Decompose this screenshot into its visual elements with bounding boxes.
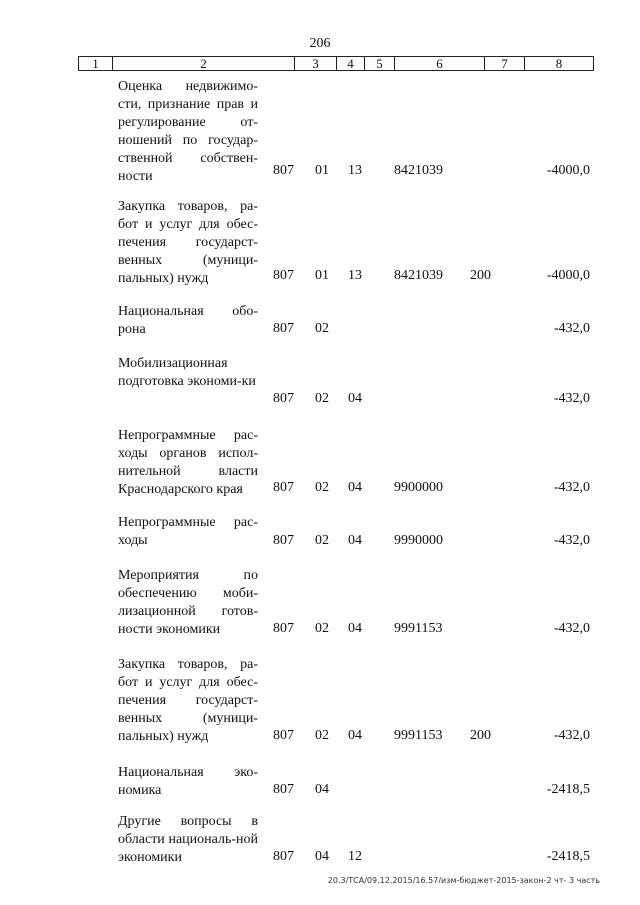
cell-col-4: 02 bbox=[315, 728, 329, 743]
cell-col-4: 02 bbox=[315, 480, 329, 495]
cell-col-8: -4000,0 bbox=[546, 163, 590, 178]
cell-col-6: 9991153 bbox=[394, 621, 443, 636]
row-description: Мероприятия по обеспечению моби-лизационной готов-ности экономики bbox=[118, 568, 258, 637]
cell-col-5: 04 bbox=[348, 533, 362, 548]
cell-col-8: -432,0 bbox=[553, 533, 590, 548]
header-col-3: 3 bbox=[295, 57, 337, 70]
cell-col-5: 04 bbox=[348, 480, 362, 495]
row-description: Закупка товаров, ра-бот и услуг для обес-печения государст-венных (муници-пальных) нужд bbox=[118, 199, 258, 286]
cell-col-6: 8421039 bbox=[394, 163, 443, 178]
cell-col-3: 807 bbox=[273, 163, 294, 178]
row-description: Оценка недвижимо-сти, признание прав и регулирование от-ношений по государ-ственной собствен-ности bbox=[118, 79, 258, 184]
cell-col-4: 04 bbox=[315, 782, 329, 797]
cell-col-5: 13 bbox=[348, 163, 362, 178]
row-description: Мобилизационная подготовка экономи-ки bbox=[118, 356, 256, 389]
cell-col-3: 807 bbox=[273, 533, 294, 548]
cell-col-5: 04 bbox=[348, 621, 362, 636]
cell-col-4: 02 bbox=[315, 321, 329, 336]
cell-col-6: 8421039 bbox=[394, 268, 443, 283]
cell-col-5: 04 bbox=[348, 391, 362, 406]
row-description: Национальная эко-номика bbox=[118, 765, 258, 798]
cell-col-8: -2418,5 bbox=[546, 782, 590, 797]
cell-col-8: -432,0 bbox=[553, 728, 590, 743]
header-col-7: 7 bbox=[485, 57, 525, 70]
cell-col-8: -432,0 bbox=[553, 391, 590, 406]
cell-col-4: 02 bbox=[315, 533, 329, 548]
cell-col-3: 807 bbox=[273, 621, 294, 636]
cell-col-8: -432,0 bbox=[553, 480, 590, 495]
cell-col-6: 9991153 bbox=[394, 728, 443, 743]
row-description: Закупка товаров, ра-бот и услуг для обес-печения государст-венных (муници-пальных) нужд bbox=[118, 657, 258, 744]
cell-col-4: 01 bbox=[315, 268, 329, 283]
cell-col-4: 04 bbox=[315, 849, 329, 864]
cell-col-3: 807 bbox=[273, 391, 294, 406]
cell-col-8: -2418,5 bbox=[546, 849, 590, 864]
cell-col-3: 807 bbox=[273, 268, 294, 283]
row-description: Непрограммные рас-ходы органов испол-нительной власти Краснодарского края bbox=[118, 428, 258, 497]
header-col-1: 1 bbox=[79, 57, 113, 70]
header-col-5: 5 bbox=[365, 57, 395, 70]
document-footer: 20.3/ТСА/09.12.2015/16.57/изм-бюджет-2015-закон-2 чт- 3 часть bbox=[327, 876, 600, 885]
row-description: Национальная обо-рона bbox=[118, 304, 258, 337]
cell-col-5: 12 bbox=[348, 849, 362, 864]
cell-col-7: 200 bbox=[470, 728, 491, 743]
cell-col-3: 807 bbox=[273, 728, 294, 743]
cell-col-3: 807 bbox=[273, 782, 294, 797]
cell-col-8: -4000,0 bbox=[546, 268, 590, 283]
page-number: 206 bbox=[309, 36, 331, 51]
cell-col-4: 01 bbox=[315, 163, 329, 178]
cell-col-5: 04 bbox=[348, 728, 362, 743]
row-description: Другие вопросы в области националь-ной экономики bbox=[118, 814, 258, 865]
cell-col-4: 02 bbox=[315, 391, 329, 406]
cell-col-8: -432,0 bbox=[553, 621, 590, 636]
row-description: Непрограммные рас-ходы bbox=[118, 515, 258, 548]
cell-col-3: 807 bbox=[273, 321, 294, 336]
header-col-6: 6 bbox=[395, 57, 485, 70]
header-col-4: 4 bbox=[337, 57, 365, 70]
cell-col-4: 02 bbox=[315, 621, 329, 636]
cell-col-6: 9900000 bbox=[394, 480, 443, 495]
header-col-2: 2 bbox=[113, 57, 295, 70]
cell-col-8: -432,0 bbox=[553, 321, 590, 336]
cell-col-5: 13 bbox=[348, 268, 362, 283]
cell-col-6: 9990000 bbox=[394, 533, 443, 548]
cell-col-3: 807 bbox=[273, 480, 294, 495]
header-col-8: 8 bbox=[555, 56, 563, 71]
cell-col-7: 200 bbox=[470, 268, 491, 283]
table-header bbox=[78, 56, 594, 71]
cell-col-3: 807 bbox=[273, 849, 294, 864]
